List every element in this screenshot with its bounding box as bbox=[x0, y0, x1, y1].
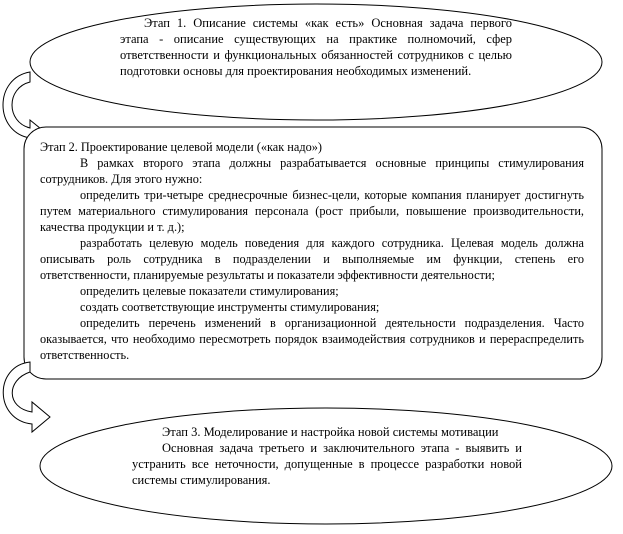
stage3-text-block bbox=[132, 424, 522, 488]
stage2-item: определить целевые показатели стимулирования; bbox=[80, 284, 339, 298]
stage2-intro: В рамках второго этапа должны разрабатывается основные принципы стимулирования сотрудников. Для этого нужно: bbox=[40, 156, 584, 186]
stage2-text-block bbox=[40, 139, 584, 363]
stage2-item: разработать целевую модель поведения для каждого сотрудника. Целевая модель должна описывать роль сотрудника в подразделении и выполняемые им функции, степень его ответственности, планируемые результаты и показатели эффективности деятельности; bbox=[40, 236, 584, 282]
stage2-item: определить три-четыре среднесрочные бизнес-цели, которые компания планирует достигнуть путем материального стимулирования персонала (рост прибыли, повышение производительности, качества продукции и т. д.); bbox=[40, 188, 584, 234]
stage3-description: Основная задача третьего и заключительного этапа - выявить и устранить все неточности, допущенные в процессе разработки новой системы стимулирования. bbox=[132, 441, 522, 487]
stage2-item: создать соответствующие инструменты стимулирования; bbox=[80, 300, 380, 314]
stage2-item: определить перечень изменений в организационной деятельности подразделения. Часто оказывается, что необходимо пересмотреть порядок взаимодействия сотрудников и перераспределить ответственность. bbox=[40, 316, 584, 362]
stage3-title: Этап 3. Моделирование и настройка новой системы мотивации bbox=[162, 425, 499, 439]
stage1-text-block bbox=[120, 15, 512, 79]
stage2-title: Этап 2. Проектирование целевой модели («как надо») bbox=[40, 140, 322, 154]
stage1-description: Этап 1. Описание системы «как есть» Основная задача первого этапа - описание существующих на практике полномочий, сфер ответственности и функциональных обязанностей сотрудников с целью подготовки основы для проектирования необходимых изменений. bbox=[120, 16, 512, 78]
